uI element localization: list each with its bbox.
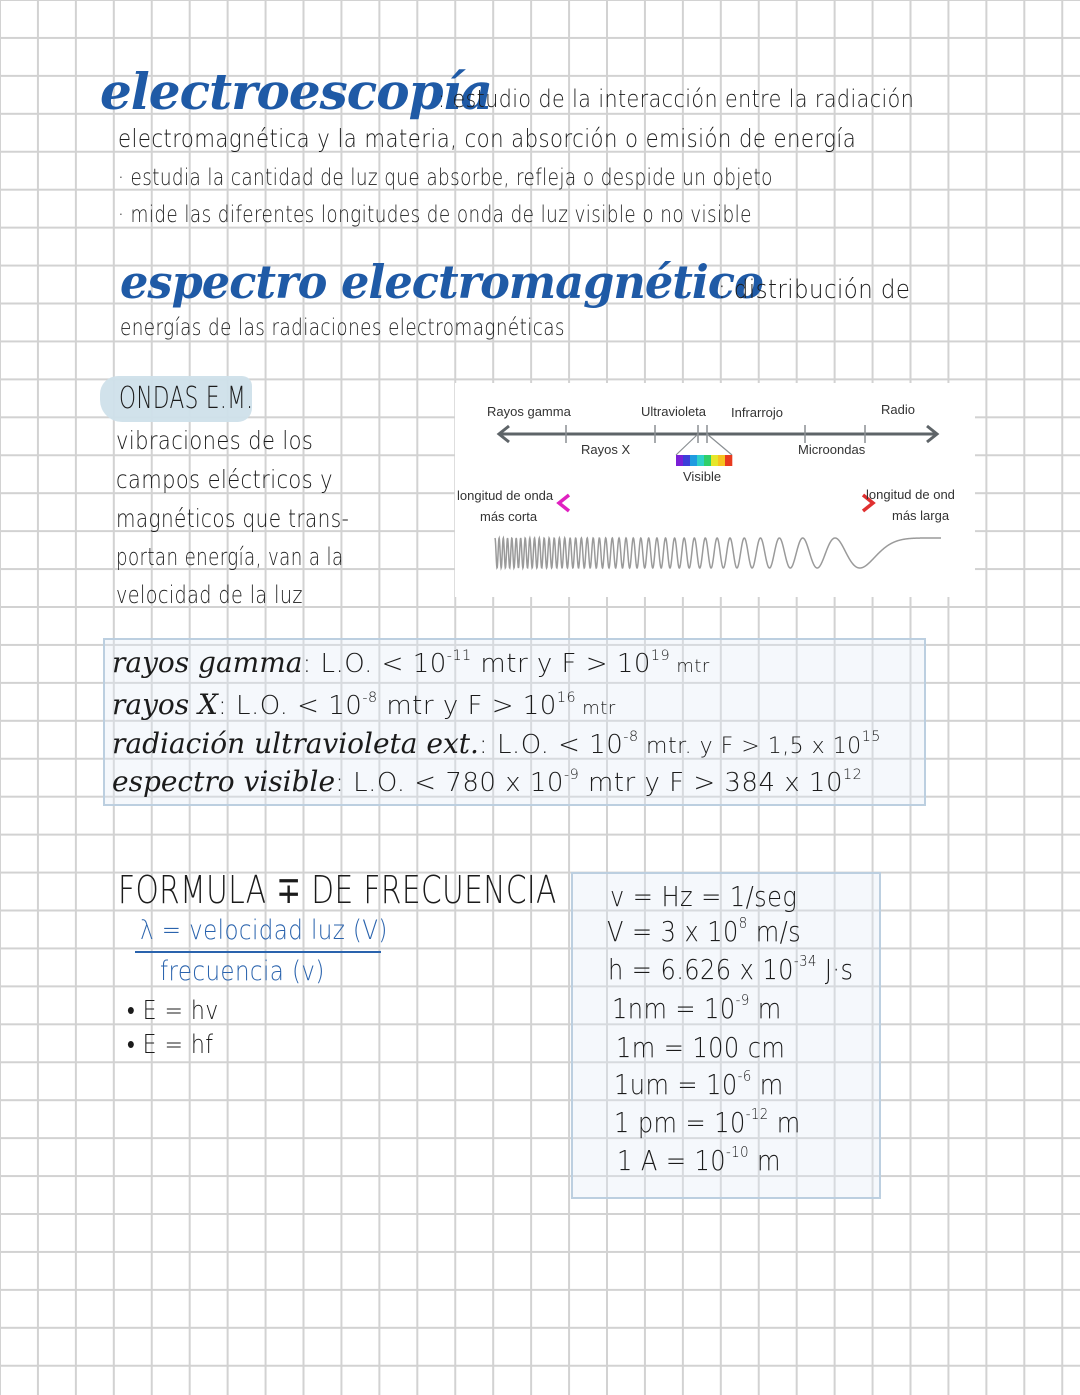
label-radio: Radio [881, 402, 915, 417]
formula-energy-hf: E = hf [142, 1030, 214, 1060]
constant-unit: m [748, 1144, 781, 1177]
range-exp: -8 [623, 728, 639, 745]
constant-row [617, 1144, 781, 1177]
constant-row [614, 1106, 801, 1139]
range-unit: mtr [576, 698, 616, 719]
range-name: rayos X [112, 688, 218, 721]
electroescopia-bullet-2: · mide las diferentes longitudes de onda de luz visible o no visible [118, 202, 752, 228]
wavelength-arrow [559, 495, 873, 511]
label-short-wavelength-2: más corta [480, 509, 538, 524]
electroescopia-definition-line1: : estudio de la interacción entre la radiación [438, 85, 915, 113]
label-infrarrojo: Infrarrojo [731, 405, 784, 420]
electroescopia-bullet-1: · estudia la cantidad de luz que absorbe, refleja o despide un objeto [118, 165, 773, 191]
spectrum-axis [499, 426, 937, 442]
label-visible: Visible [683, 469, 722, 484]
constant-base: 1m = 100 cm [616, 1031, 786, 1064]
electroescopia-definition-line2: electromagnética y la materia, con absorción o emisión de energía [118, 124, 857, 153]
range-unit: mtr [670, 656, 710, 677]
label-rayos-x: Rayos X [581, 442, 631, 457]
constant-unit: m [749, 992, 782, 1025]
ondas-line-1: vibraciones de los [116, 426, 314, 455]
visible-band [676, 455, 732, 466]
range-f: mtr y F > 384 x 10 [579, 768, 844, 798]
constant-base: v = Hz = 1/seg [610, 880, 798, 913]
constant-base: 1 pm = 10 [614, 1106, 746, 1139]
constant-row [607, 915, 801, 948]
espectro-heading: espectro electromagnético [120, 255, 763, 309]
label-long-wavelength-1: longitud de ond [866, 487, 955, 502]
constant-row [608, 953, 854, 986]
fraction-bar [135, 951, 381, 953]
constant-base: V = 3 x 10 [607, 915, 739, 948]
range-lo: : L.O. < 780 x 10 [335, 768, 564, 798]
formula-title [118, 868, 557, 912]
espectro-definition-line2: energías de las radiaciones electromagnéticas [120, 315, 565, 341]
visible-zoom-lines [676, 434, 732, 455]
electroescopia-heading: electroescopía [100, 62, 492, 121]
formula-title-text: FORMULA ∓ DE FRECUENCIA [118, 868, 557, 912]
range-exp: -8 [362, 689, 378, 706]
bullet-dot: • [127, 1030, 143, 1060]
formula-energy-hv: E = hv [142, 996, 219, 1026]
constant-exponent: -6 [737, 1066, 752, 1085]
label-short-wavelength-1: longitud de onda [457, 488, 554, 503]
espectro-definition-line1: : distribución de [718, 275, 911, 305]
range-row-x [112, 688, 616, 721]
constant-row [616, 1031, 785, 1064]
range-f: mtr y F > 10 [377, 691, 557, 721]
range-exp: -11 [446, 647, 472, 664]
label-rayos-gamma: Rayos gamma [487, 404, 571, 419]
constant-base: 1um = 10 [614, 1068, 738, 1101]
bullet-dot: • [127, 996, 143, 1026]
constant-unit: m [751, 1068, 784, 1101]
label-microondas: Microondas [798, 442, 866, 457]
constant-unit: m [768, 1106, 801, 1139]
formula-bullet-1 [127, 995, 219, 1026]
range-exp: 15 [861, 728, 881, 745]
constant-exponent: -9 [735, 990, 750, 1009]
ondas-label: ONDAS E.M. [119, 381, 254, 416]
formula-denominator: frecuencia (v) [160, 956, 325, 987]
constant-exponent: -12 [745, 1104, 769, 1123]
range-name: rayos gamma [112, 646, 303, 679]
label-long-wavelength-2: más larga [892, 508, 950, 523]
range-row-gamma [112, 646, 710, 679]
ondas-line-3: magnéticos que trans- [116, 504, 350, 533]
constant-exponent: -10 [726, 1142, 749, 1161]
formula-numerator: λ = velocidad luz (V) [140, 915, 388, 946]
constant-base: 1 A = 10 [617, 1144, 727, 1177]
constant-unit: J·s [816, 953, 854, 986]
wavelength-wave [495, 538, 941, 568]
range-exp: 16 [556, 689, 577, 706]
range-row-visible [112, 765, 862, 798]
range-lo: : L.O. < 10 [217, 691, 363, 721]
constant-row [614, 1068, 784, 1101]
range-name: radiación ultravioleta ext. [112, 727, 479, 760]
constant-exponent: -34 [793, 951, 817, 970]
constant-row [610, 880, 797, 913]
label-ultravioleta: Ultravioleta [641, 404, 707, 419]
formula-bullet-2 [127, 1029, 213, 1060]
ondas-line-5: velocidad de la luz [116, 581, 303, 609]
range-name: espectro visible [112, 765, 336, 798]
constant-base: h = 6.626 x 10 [608, 953, 794, 986]
spectrum-figure [455, 383, 975, 597]
range-exp: -9 [563, 766, 580, 783]
ondas-line-4: portan energía, van a la [116, 543, 344, 571]
constant-row [612, 992, 782, 1025]
range-exp: 19 [650, 647, 671, 664]
range-lo: : L.O. < 10 [478, 730, 624, 760]
ondas-line-2: campos eléctricos y [116, 465, 334, 494]
range-f: mtr y F > 10 [471, 649, 651, 679]
range-f: mtr. y F > 1,5 x 10 [638, 734, 862, 759]
range-row-uv [112, 727, 881, 760]
constant-unit: m/s [747, 915, 802, 948]
range-lo: : L.O. < 10 [302, 649, 447, 679]
constant-base: 1nm = 10 [612, 992, 736, 1025]
constant-exponent: 8 [738, 913, 748, 932]
range-exp: 12 [843, 766, 863, 783]
